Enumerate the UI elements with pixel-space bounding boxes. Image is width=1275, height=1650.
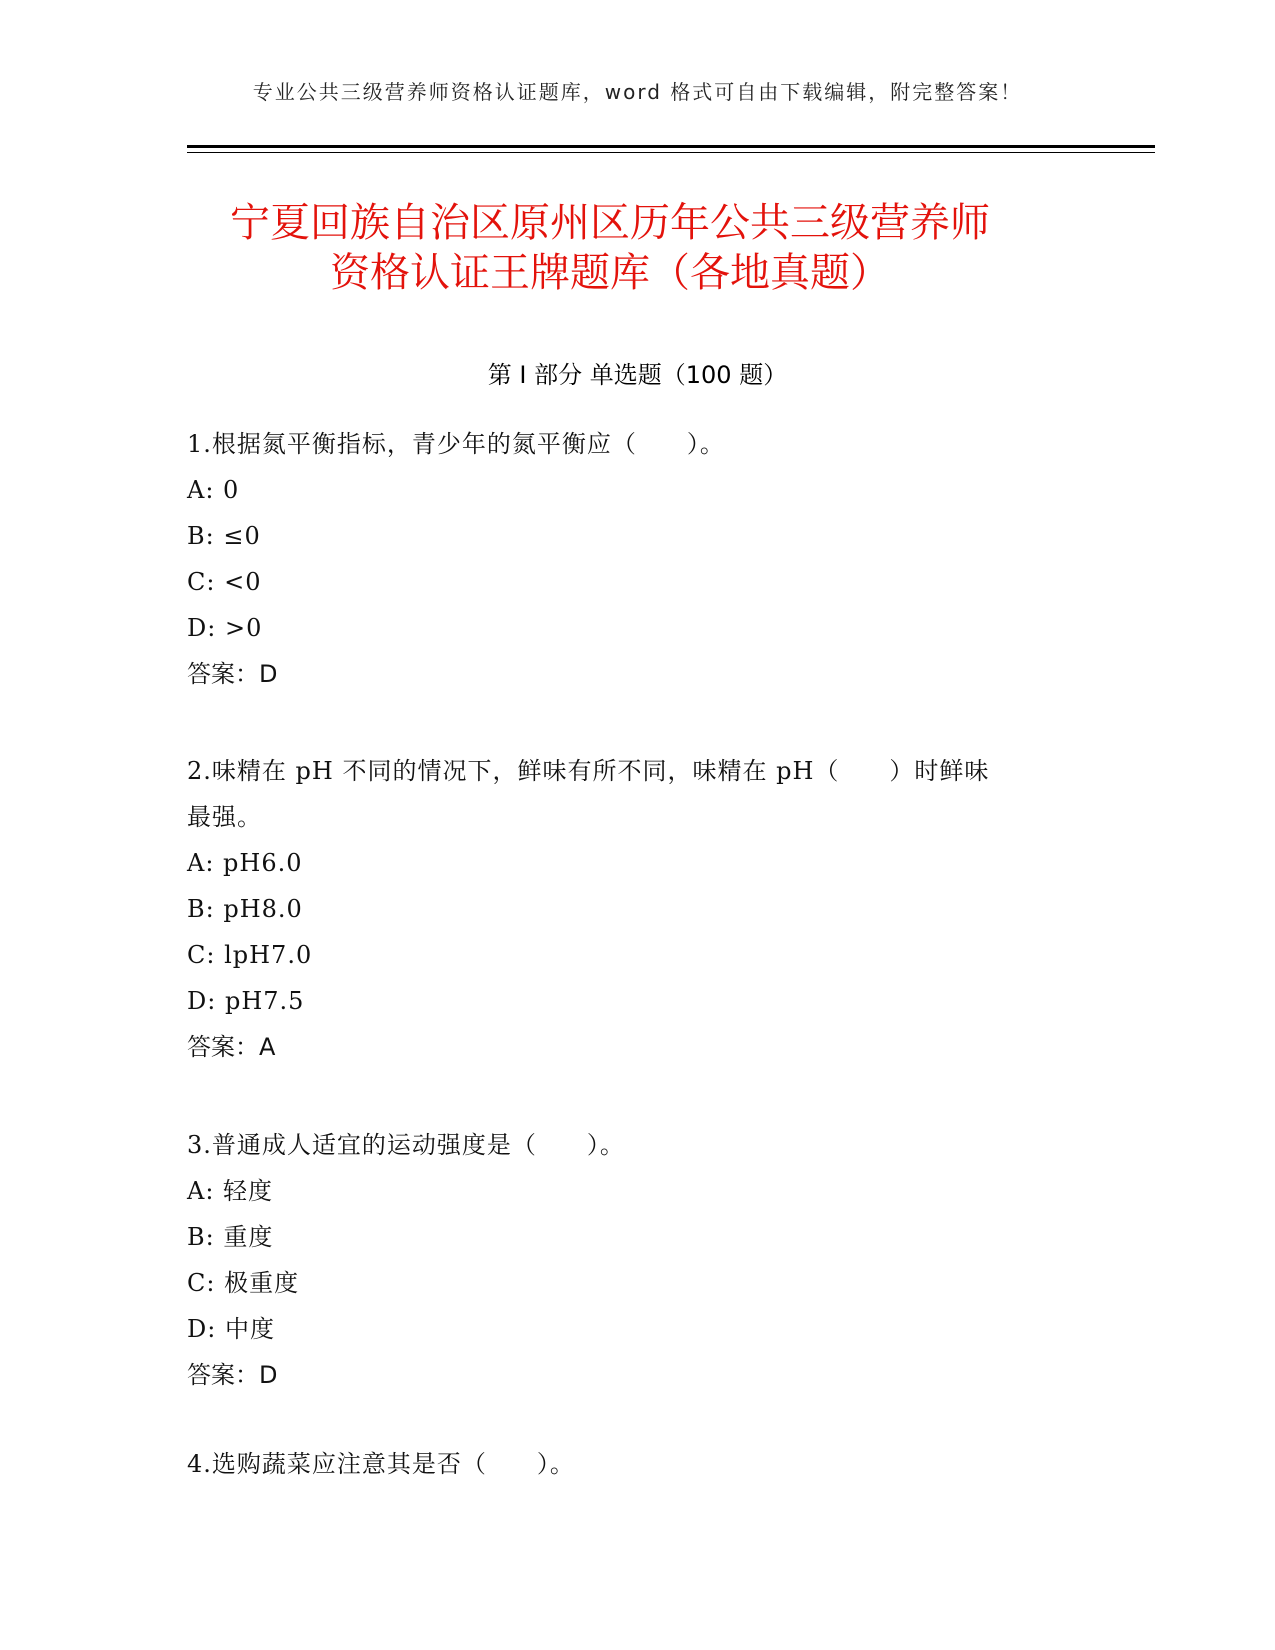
header-rule-thick [187, 145, 1155, 148]
option-d: D: >0 [187, 614, 263, 642]
option-a: A: 0 [187, 476, 240, 504]
answer-line: 答案：D [187, 1361, 278, 1389]
answer-line: 答案：A [187, 1033, 276, 1061]
option-c: C: 极重度 [187, 1269, 300, 1297]
question-stem: 3.普通成人适宜的运动强度是（ ）。 [187, 1131, 625, 1159]
title-line-2: 资格认证王牌题库（各地真题） [330, 250, 890, 296]
option-d: D: 中度 [187, 1315, 275, 1343]
question-4 [187, 1441, 1087, 1487]
option-b: B: 重度 [187, 1223, 274, 1251]
option-d: D: pH7.5 [187, 987, 305, 1015]
question-stem-line-2: 最强。 [187, 803, 262, 831]
question-stem: 4.选购蔬菜应注意其是否（ ）。 [187, 1450, 575, 1478]
option-c: C: <0 [187, 568, 262, 596]
option-b: B: ≤0 [187, 522, 261, 550]
header-rule-thin [187, 152, 1155, 153]
title-line-1: 宁夏回族自治区原州区历年公共三级营养师 [230, 200, 990, 246]
question-2 [187, 748, 1087, 1070]
question-1 [187, 421, 1087, 697]
answer-line: 答案：D [187, 660, 278, 688]
question-stem: 1.根据氮平衡指标，青少年的氮平衡应（ ）。 [187, 430, 725, 458]
header-note: 专业公共三级营养师资格认证题库，word 格式可自由下载编辑，附完整答案！ [252, 80, 1023, 104]
question-3 [187, 1122, 1087, 1398]
section-heading: 第 I 部分 单选题（100 题） [487, 361, 788, 389]
option-c: C: lpH7.0 [187, 941, 313, 969]
option-a: A: 轻度 [187, 1177, 274, 1205]
question-stem-line-1: 2.味精在 pH 不同的情况下，鲜味有所不同，味精在 pH（ ）时鲜味 [187, 757, 990, 785]
option-a: A: pH6.0 [187, 849, 303, 877]
document-title [160, 198, 1060, 298]
option-b: B: pH8.0 [187, 895, 303, 923]
